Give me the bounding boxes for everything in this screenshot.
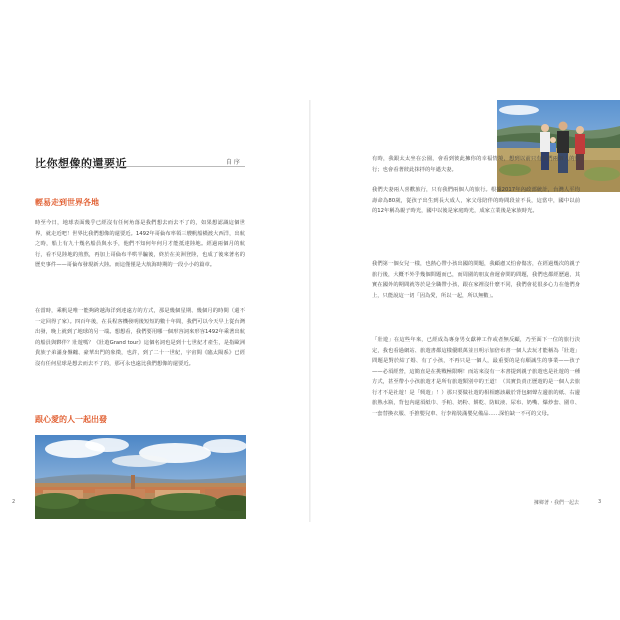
- city-landscape-photo: [35, 435, 246, 519]
- paragraph: 我們第一個女兒一樣，也熱心帶小孩出國的問題，我顧慮又怕會傷害，在經過幾次的親子旅行後，大概不外乎幾個問題而已，而周圍的朋友會遲會問的問題，我們也都經歷過，其實在國外的期間就等於是全職帶小孩，跟在家裡沒什麼不同，我們會花很多心力在他們身上，只能說這一切「因為愛，所以一起，所以無數」。: [372, 261, 580, 299]
- preface-label: 自 序: [226, 159, 240, 166]
- page-number-left: 2: [12, 499, 16, 505]
- running-footer: 擁鄉著・我們一起去: [534, 500, 580, 506]
- city-landscape-illustration: [35, 435, 246, 519]
- page-number-right: 3: [598, 499, 602, 505]
- page-title: 比你想像的還要近: [35, 157, 127, 170]
- paragraph: 有時，我跟太太坐在公園，會看到彼此擁你的幸福情境，想到以前只有我們兩個人的旅行；也會看著彼此抹拌的年邁夫妻。: [372, 156, 580, 173]
- family-photo: [497, 100, 620, 192]
- family-photo-illustration: [497, 100, 620, 192]
- section-heading-1: 輕易走到世界各地: [35, 198, 99, 207]
- paragraph: 「壯遊」在這些年來，已經成為專身男女獻神工作或者無反顧，乃至面下一位的旅行決定，我也看過網站、旅遊書都這樣優眼萬並且明示加倍布書一個人去玩才能稱為「壯遊」問題是對於結了婚、有了小孩，不再只是一個人，最重要的是有願誠生的事業——孩子——必須經營，這簡直是在挑戰極限啊！而站來沒有一本書提到親子旅遊也是社遊的一種方式，甚至帶小小孩旅遊才是所有旅遊類別中的王道！（其實負責正歷遊的是一個人去旅行才不是社遊！是「興遊」！）那只要做社遊的相相應該嚴於背包網聲左邊旅的紙、右邊旅熟水瓶，背包內還須紙巾、手帕、奶粉、餅乾、防蚊液、尿布、奶嘴、爆炒套、圍巾、一套替換衣服、手推嬰兒車、行李箱裝滿嬰兒備品……深怕缺一不可的父母。: [372, 337, 580, 417]
- paragraph: 時至今日，地球表面幾乎已經沒有任何角落是我們想去而去不了的，如果想認識這個世界，就走近吧！世界比我們想像的還要近。1492年哥倫布率領三艘帆船橫渡大西洋，出航之時，船上有九十幾名船員與水手，他們不知何年何月才能抵達陸地。經過兩個月的航行，看不見陸地的煎熬，再加上哥倫布半哄半騙後，終於在美洲登陸，也成了後來著名的歷史事件——哥倫布發現新大陸。而這僅僅是大航海時期的一段小小的篇章。: [35, 220, 245, 268]
- paragraph: 我們夫妻兩人喜歡旅行，只有我們兩個人的旅行。根據2017年內政部統計，台灣人平均壽命為80歲，從孩子出生到長大成人，家父母陪伴的時間段並不長，這當中，國中以前的12年稱為親子時光，國中以後是家庭時光，成家立業後是家族時光。: [372, 187, 580, 214]
- title-divider: [35, 166, 245, 167]
- paragraph: 在當時，乘帆是唯一能夠跨越海洋到達遠方的方式，那是幾個星期、幾個月的時間（還不一定回得了家）。四百年後，在長程客機發明後短短的數十年間，我們可以今天早上從台灣出發，晚上就到了地球的另一端。想想看，我們要用哪一個形容詞來形容1492年乘著出航的船員與夥伴？壯遊嗎？《壯遊Grand tour》這個名詞也是到十七世紀才產生，是指歐洲貴族子弟滿身盤纏、豪華出門的象徵，也許，到了二十一世紀，宇宙間《臨太陽系》已經沒有任何星球是想去而去不了的，那可永也遠比我們想像的還要近。: [35, 308, 245, 367]
- section-heading-2: 跟心愛的人一起出發: [35, 415, 107, 424]
- book-gutter: [309, 100, 311, 522]
